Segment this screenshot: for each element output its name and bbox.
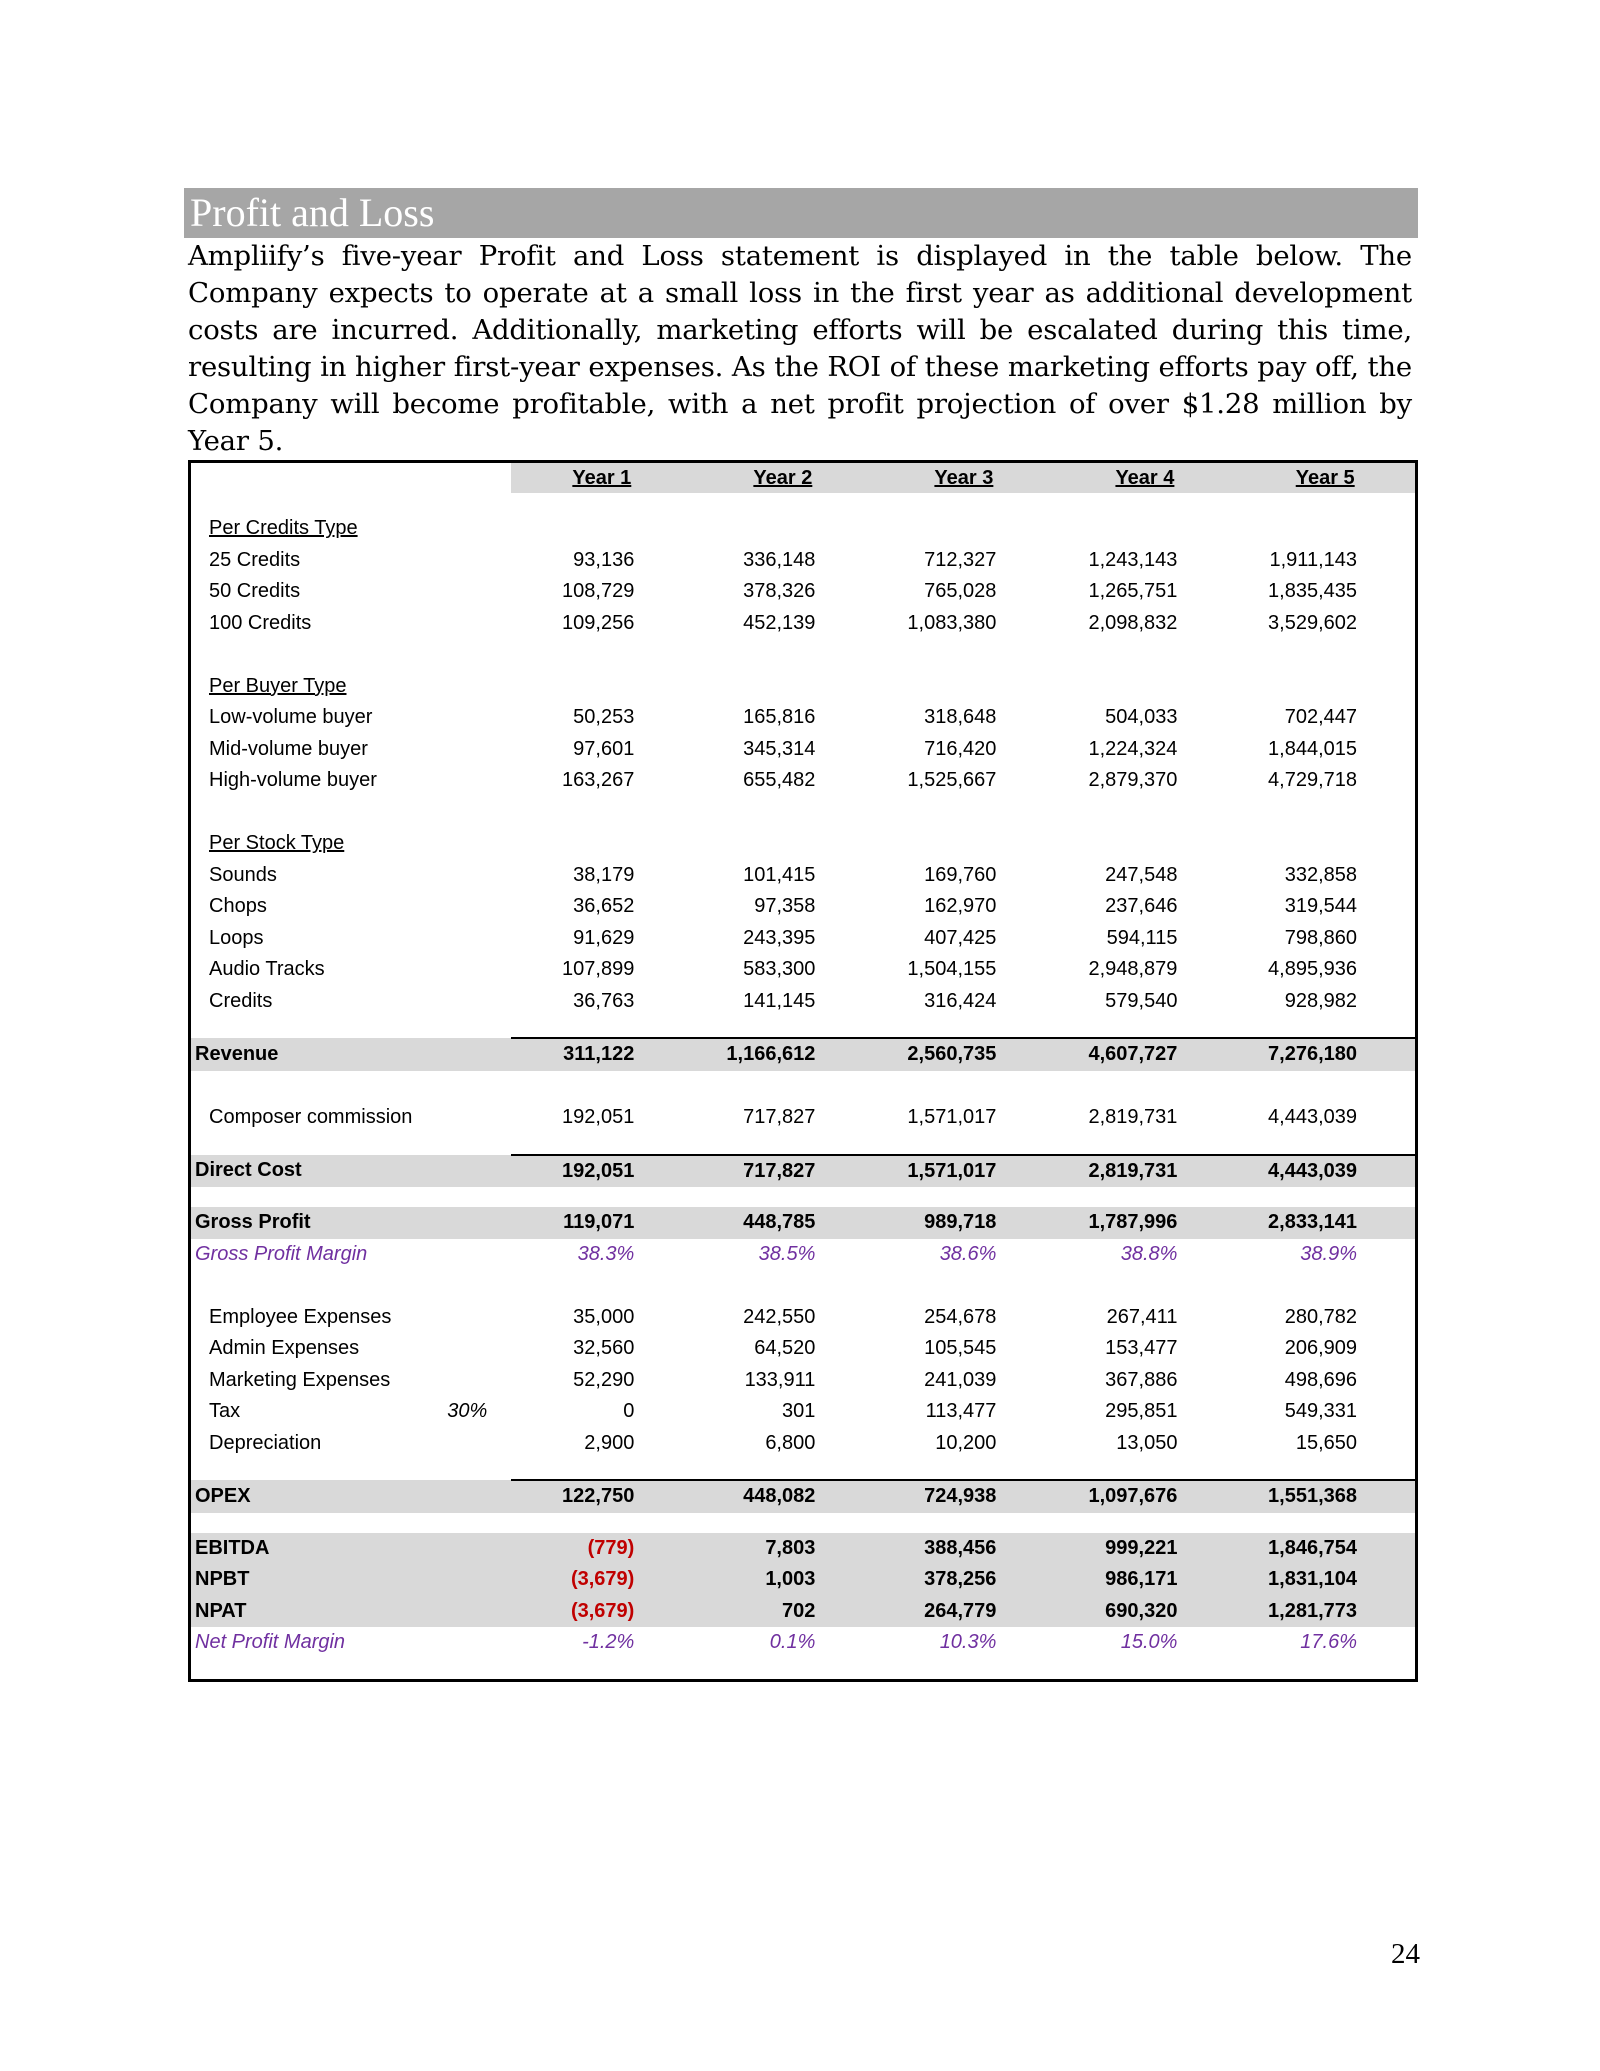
- spacer-row: [190, 797, 1417, 829]
- value-cell: 113,477: [925, 1400, 997, 1423]
- value-cell: 4,443,039: [1268, 1106, 1357, 1129]
- spacer-row: [190, 1017, 1417, 1038]
- value-cell: 1,831,104: [1235, 1564, 1416, 1596]
- spacer-cell: [190, 639, 1417, 671]
- value-cell: 1,846,754: [1235, 1533, 1416, 1565]
- value-cell: 13,050: [1116, 1431, 1178, 1454]
- revenue-row: [190, 1038, 1417, 1071]
- row-label: Mid-volume buyer: [209, 737, 368, 760]
- value-cell: 17.6%: [1235, 1627, 1416, 1659]
- year-header: [692, 462, 873, 494]
- value-cell: 378,256: [873, 1564, 1054, 1596]
- value-cell: 311,122: [511, 1038, 692, 1071]
- value-cell: (3,679): [511, 1564, 692, 1596]
- value-cell: 407,425: [924, 926, 997, 949]
- value-cell: 388,456: [873, 1533, 1054, 1565]
- row-label: Low-volume buyer: [209, 706, 373, 729]
- value-cell: 1,224,324: [1088, 737, 1178, 760]
- buyer-type-row: [190, 765, 1417, 797]
- value-cell: 1,003: [692, 1564, 873, 1596]
- row-label: Chops: [209, 895, 267, 918]
- value-cell: 318,648: [924, 706, 997, 729]
- credits-type-row: [190, 545, 1417, 577]
- spacer-cell: [190, 1459, 1417, 1480]
- expense-row: [190, 1428, 1417, 1460]
- spacer-row: [190, 1134, 1417, 1155]
- value-cell: 3,529,602: [1268, 611, 1357, 634]
- expense-row: [190, 1333, 1417, 1365]
- value-cell: 36,652: [573, 895, 635, 918]
- credits-type-heading-row: [190, 513, 1417, 545]
- row-rate: [441, 702, 511, 734]
- expense-row: [190, 1302, 1417, 1334]
- value-cell: 549,331: [1284, 1400, 1357, 1423]
- row-rate: 30%: [447, 1400, 488, 1423]
- value-cell: 928,982: [1284, 989, 1357, 1012]
- row-rate: [441, 1239, 511, 1271]
- header-row: [190, 462, 1417, 494]
- spacer-row: [190, 1513, 1417, 1533]
- value-cell: 165,816: [743, 706, 816, 729]
- spacer-row: [190, 1270, 1417, 1302]
- value-cell: 15,650: [1295, 1431, 1357, 1454]
- value-cell: 765,028: [924, 580, 997, 603]
- row-rate: [441, 1480, 511, 1513]
- value-cell: 378,326: [743, 580, 816, 603]
- value-cell: 163,267: [562, 769, 635, 792]
- year-label: Year 4: [1115, 466, 1175, 489]
- value-cell: 579,540: [1105, 989, 1178, 1012]
- year-header: [873, 462, 1054, 494]
- row-rate: [441, 986, 511, 1018]
- row-rate: [441, 954, 511, 986]
- row-label: Marketing Expenses: [209, 1368, 391, 1391]
- stock-type-row: [190, 891, 1417, 923]
- value-cell: 702,447: [1284, 706, 1357, 729]
- value-cell: 7,803: [692, 1533, 873, 1565]
- value-cell: 50,253: [573, 706, 635, 729]
- gross-profit-margin-row: [190, 1239, 1417, 1271]
- value-cell: 1,835,435: [1268, 580, 1357, 603]
- value-cell: 192,051: [562, 1106, 635, 1129]
- spacer-row: [190, 1187, 1417, 1207]
- value-cell: 64,520: [754, 1337, 816, 1360]
- row-label: Depreciation: [209, 1431, 322, 1454]
- value-cell: 109,256: [562, 611, 635, 634]
- row-rate: [441, 1533, 511, 1565]
- stock-type-row: [190, 860, 1417, 892]
- value-cell: 4,607,727: [1054, 1038, 1235, 1071]
- value-cell: 448,082: [692, 1480, 873, 1513]
- value-cell: 1,265,751: [1088, 580, 1178, 603]
- npbt-row: [190, 1564, 1417, 1596]
- value-cell: 2,098,832: [1088, 611, 1178, 634]
- value-cell: 254,678: [924, 1305, 997, 1328]
- intro-paragraph: Ampliify’s five-year Profit and Loss statement is displayed in the table below. The Company expects to operate at a small loss in the first year as additional development costs are incurred. Additionally, marketing efforts will be escalated during this time, resulting in higher first-year expenses. As the ROI of these marketing efforts pay off, the Company will become profitable, with a net profit projection of over $1.28 million by Year 5.: [188, 240, 1412, 457]
- value-cell: 242,550: [743, 1305, 816, 1328]
- value-cell: 1,525,667: [907, 769, 997, 792]
- value-cell: 10.3%: [873, 1627, 1054, 1659]
- spacer-cell: [190, 797, 1417, 829]
- value-cell: 345,314: [743, 737, 816, 760]
- buyer-type-heading-row: [190, 671, 1417, 703]
- value-cell: -1.2%: [511, 1627, 692, 1659]
- row-rate: [441, 1207, 511, 1239]
- value-cell: 1,281,773: [1235, 1596, 1416, 1628]
- row-rate: [441, 1333, 511, 1365]
- year-label: Year 2: [753, 466, 813, 489]
- value-cell: 594,115: [1106, 926, 1178, 949]
- value-cell: 655,482: [743, 769, 816, 792]
- row-rate: [441, 576, 511, 608]
- value-cell: 2,879,370: [1088, 769, 1178, 792]
- row-rate: [441, 1564, 511, 1596]
- profit-loss-table: [188, 460, 1418, 1682]
- value-cell: 1,551,368: [1235, 1480, 1416, 1513]
- value-cell: 583,300: [743, 958, 816, 981]
- value-cell: 169,760: [924, 863, 997, 886]
- value-cell: 38.5%: [692, 1239, 873, 1271]
- section-heading: Per Credits Type: [209, 517, 358, 540]
- value-cell: 1,571,017: [907, 1106, 997, 1129]
- credits-type-row: [190, 576, 1417, 608]
- row-label: Sounds: [209, 863, 277, 886]
- value-cell: 105,545: [924, 1337, 997, 1360]
- expense-row: [190, 1365, 1417, 1397]
- row-rate: [441, 923, 511, 955]
- value-cell: 717,827: [692, 1155, 873, 1188]
- row-label: Direct Cost: [190, 1155, 441, 1188]
- value-cell: 1,911,143: [1269, 548, 1357, 571]
- row-rate: [441, 734, 511, 766]
- value-cell: 2,819,731: [1088, 1106, 1178, 1129]
- row-label: High-volume buyer: [209, 769, 377, 792]
- value-cell: 1,787,996: [1054, 1207, 1235, 1239]
- value-cell: 4,895,936: [1268, 958, 1357, 981]
- row-rate: [441, 860, 511, 892]
- value-cell: 1,097,676: [1054, 1480, 1235, 1513]
- value-cell: 32,560: [573, 1337, 635, 1360]
- spacer-cell: [190, 1659, 1417, 1681]
- row-rate: [441, 765, 511, 797]
- row-label: 25 Credits: [209, 548, 301, 571]
- value-cell: 97,358: [754, 895, 816, 918]
- value-cell: 504,033: [1105, 706, 1178, 729]
- value-cell: 2,819,731: [1054, 1155, 1235, 1188]
- value-cell: 38.6%: [873, 1239, 1054, 1271]
- value-cell: 119,071: [511, 1207, 692, 1239]
- row-rate: [441, 608, 511, 640]
- value-cell: (3,679): [511, 1596, 692, 1628]
- value-cell: 798,860: [1284, 926, 1357, 949]
- value-cell: 267,411: [1106, 1305, 1178, 1328]
- value-cell: 6,800: [765, 1431, 816, 1454]
- row-label: 50 Credits: [209, 580, 301, 603]
- stock-type-row: [190, 986, 1417, 1018]
- row-label: Tax: [209, 1400, 241, 1423]
- stock-type-row: [190, 923, 1417, 955]
- value-cell: 1,504,155: [907, 958, 997, 981]
- spacer-cell: [190, 1017, 1417, 1038]
- value-cell: 367,886: [1105, 1368, 1178, 1391]
- row-label: NPAT: [190, 1596, 441, 1628]
- value-cell: 241,039: [924, 1368, 997, 1391]
- value-cell: 122,750: [511, 1480, 692, 1513]
- row-label: 100 Credits: [209, 611, 312, 634]
- buyer-type-heading: [190, 671, 441, 703]
- row-label: Audio Tracks: [209, 958, 325, 981]
- buyer-type-row: [190, 702, 1417, 734]
- value-cell: 690,320: [1054, 1596, 1235, 1628]
- row-label: Admin Expenses: [209, 1337, 360, 1360]
- value-cell: 36,763: [573, 989, 635, 1012]
- value-cell: (779): [511, 1533, 692, 1565]
- stock-type-row: [190, 954, 1417, 986]
- value-cell: 702: [692, 1596, 873, 1628]
- value-cell: 4,443,039: [1235, 1155, 1416, 1188]
- value-cell: 4,729,718: [1268, 769, 1357, 792]
- row-rate: [441, 1365, 511, 1397]
- row-rate: [441, 1302, 511, 1334]
- value-cell: 2,560,735: [873, 1038, 1054, 1071]
- value-cell: 280,782: [1284, 1305, 1357, 1328]
- row-label: Composer commission: [209, 1106, 413, 1129]
- value-cell: 10,200: [935, 1431, 997, 1454]
- value-cell: 107,899: [562, 958, 635, 981]
- spacer-cell: [190, 493, 1417, 513]
- value-cell: 108,729: [562, 580, 635, 603]
- header-blank: [441, 462, 511, 494]
- empty-cell: [441, 671, 1417, 703]
- value-cell: 38.8%: [1054, 1239, 1235, 1271]
- npat-row: [190, 1596, 1417, 1628]
- value-cell: 52,290: [573, 1368, 635, 1391]
- gross-profit-row: [190, 1207, 1417, 1239]
- section-heading: Per Buyer Type: [209, 674, 347, 697]
- value-cell: 1,083,380: [907, 611, 997, 634]
- credits-type-row: [190, 608, 1417, 640]
- year-label: Year 3: [934, 466, 994, 489]
- row-rate: [441, 545, 511, 577]
- spacer-row: [190, 493, 1417, 513]
- year-header: [511, 462, 692, 494]
- empty-cell: [441, 828, 1417, 860]
- row-rate: [441, 891, 511, 923]
- row-rate: [441, 1627, 511, 1659]
- row-label: EBITDA: [190, 1533, 441, 1565]
- value-cell: 35,000: [573, 1305, 635, 1328]
- value-cell: 38,179: [573, 863, 635, 886]
- value-cell: 336,148: [743, 548, 816, 571]
- spacer-row: [190, 1459, 1417, 1480]
- value-cell: 301: [782, 1400, 816, 1423]
- value-cell: 0: [623, 1400, 635, 1423]
- net-profit-margin-row: [190, 1627, 1417, 1659]
- value-cell: 243,395: [743, 926, 816, 949]
- value-cell: 332,858: [1284, 863, 1357, 886]
- value-cell: 1,844,015: [1268, 737, 1357, 760]
- value-cell: 1,243,143: [1088, 548, 1178, 571]
- value-cell: 2,900: [584, 1431, 635, 1454]
- value-cell: 716,420: [924, 737, 997, 760]
- row-label: OPEX: [190, 1480, 441, 1513]
- value-cell: 295,851: [1105, 1400, 1178, 1423]
- direct-cost-row: [190, 1155, 1417, 1188]
- spacer-row: [190, 639, 1417, 671]
- spacer-cell: [190, 1513, 1417, 1533]
- value-cell: 133,911: [744, 1368, 816, 1391]
- year-label: Year 1: [572, 466, 632, 489]
- value-cell: 247,548: [1105, 863, 1178, 886]
- value-cell: 7,276,180: [1235, 1038, 1416, 1071]
- row-label: Gross Profit: [190, 1207, 441, 1239]
- value-cell: 38.9%: [1235, 1239, 1416, 1271]
- value-cell: 93,136: [573, 548, 635, 571]
- value-cell: 986,171: [1054, 1564, 1235, 1596]
- value-cell: 101,415: [743, 863, 816, 886]
- value-cell: 319,544: [1284, 895, 1357, 918]
- value-cell: 717,827: [743, 1106, 816, 1129]
- value-cell: 162,970: [924, 895, 997, 918]
- value-cell: 0.1%: [692, 1627, 873, 1659]
- section-title: Profit and Loss: [184, 188, 1418, 238]
- row-rate: [441, 1038, 511, 1071]
- year-label: Year 5: [1295, 466, 1355, 489]
- value-cell: 316,424: [924, 989, 997, 1012]
- header-blank: [190, 462, 441, 494]
- empty-cell: [441, 513, 1417, 545]
- row-label: Net Profit Margin: [190, 1627, 441, 1659]
- spacer-cell: [190, 1134, 1417, 1155]
- section-heading: Per Stock Type: [209, 832, 345, 855]
- value-cell: 38.3%: [511, 1239, 692, 1271]
- spacer-row: [190, 1071, 1417, 1103]
- value-cell: 2,833,141: [1235, 1207, 1416, 1239]
- row-rate: [441, 1102, 511, 1134]
- ebitda-row: [190, 1533, 1417, 1565]
- composer-commission-row: [190, 1102, 1417, 1134]
- page-number: 24: [1391, 1938, 1420, 1970]
- value-cell: 999,221: [1054, 1533, 1235, 1565]
- value-cell: 206,909: [1284, 1337, 1357, 1360]
- row-label: Gross Profit Margin: [190, 1239, 441, 1271]
- value-cell: 989,718: [873, 1207, 1054, 1239]
- spacer-cell: [190, 1071, 1417, 1103]
- value-cell: 141,145: [743, 989, 816, 1012]
- value-cell: 448,785: [692, 1207, 873, 1239]
- spacer-cell: [190, 1270, 1417, 1302]
- opex-row: [190, 1480, 1417, 1513]
- row-label: Loops: [209, 926, 264, 949]
- value-cell: 452,139: [743, 611, 816, 634]
- row-label: NPBT: [190, 1564, 441, 1596]
- value-cell: 712,327: [924, 548, 997, 571]
- value-cell: 1,571,017: [873, 1155, 1054, 1188]
- value-cell: 1,166,612: [692, 1038, 873, 1071]
- stock-type-heading: [190, 828, 441, 860]
- row-label: Credits: [209, 989, 273, 1012]
- row-label: Employee Expenses: [209, 1305, 392, 1328]
- value-cell: 2,948,879: [1088, 958, 1178, 981]
- row-label: Revenue: [190, 1038, 441, 1071]
- year-header: [1235, 462, 1416, 494]
- value-cell: 192,051: [511, 1155, 692, 1188]
- value-cell: 153,477: [1105, 1337, 1178, 1360]
- row-rate: [441, 1428, 511, 1460]
- value-cell: 91,629: [573, 926, 635, 949]
- value-cell: 97,601: [573, 737, 635, 760]
- row-rate: [441, 1155, 511, 1188]
- row-rate: [441, 1596, 511, 1628]
- expense-row: [190, 1396, 1417, 1428]
- spacer-cell: [190, 1187, 1417, 1207]
- value-cell: 15.0%: [1054, 1627, 1235, 1659]
- value-cell: 724,938: [873, 1480, 1054, 1513]
- year-header: [1054, 462, 1235, 494]
- value-cell: 237,646: [1105, 895, 1178, 918]
- value-cell: 498,696: [1284, 1368, 1357, 1391]
- credits-type-heading: [190, 513, 441, 545]
- spacer-row: [190, 1659, 1417, 1681]
- value-cell: 264,779: [873, 1596, 1054, 1628]
- stock-type-heading-row: [190, 828, 1417, 860]
- buyer-type-row: [190, 734, 1417, 766]
